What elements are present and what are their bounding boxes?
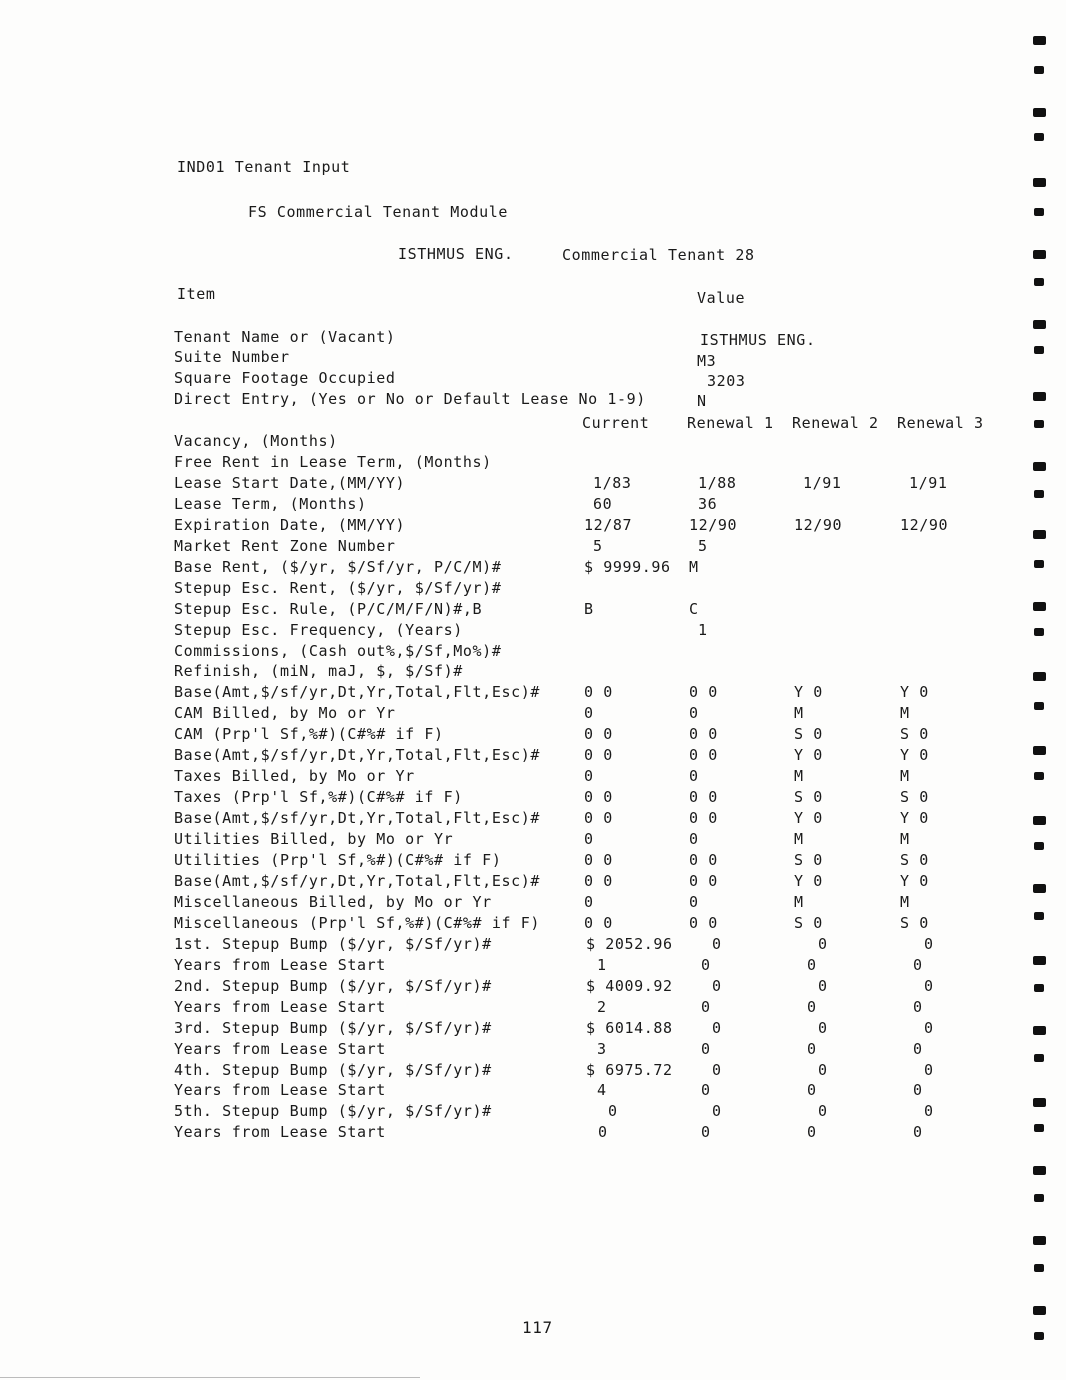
row-label: Base(Amt,$/sf/yr,Dt,Yr,Total,Flt,Esc)# [174, 683, 540, 701]
row-label: Utilities Billed, by Mo or Yr [174, 830, 454, 848]
row-label: Stepup Esc. Frequency, (Years) [174, 621, 463, 639]
cell-renewal-2[interactable]: Y 0 [794, 809, 823, 827]
cell-current[interactable]: $ 9999.96 [584, 558, 671, 576]
binder-hole [1033, 530, 1046, 539]
cell-renewal-2[interactable]: M [794, 830, 804, 848]
binder-hole [1033, 462, 1046, 471]
cell-current[interactable]: 0 [608, 1102, 618, 1120]
binder-holes [1026, 0, 1066, 1380]
cell-renewal-2[interactable]: S 0 [794, 788, 823, 806]
column-item-header: Item [177, 285, 216, 303]
row-label: Lease Start Date,(MM/YY) [174, 474, 406, 492]
cell-renewal-1[interactable]: 0 [689, 704, 699, 722]
column-value-header: Value [697, 289, 746, 307]
cell-renewal-1[interactable]: 0 [712, 1061, 722, 1079]
binder-hole [1034, 1264, 1044, 1272]
cell-renewal-1[interactable]: 0 0 [689, 725, 718, 743]
cell-renewal-1[interactable]: 0 0 [689, 746, 718, 764]
cell-renewal-1[interactable]: 1 [698, 621, 708, 639]
tenant-info-label: Suite Number [174, 348, 290, 366]
binder-hole [1034, 278, 1044, 286]
cell-renewal-3[interactable]: S 0 [900, 851, 929, 869]
cell-current[interactable]: 1/83 [593, 474, 632, 492]
cell-renewal-2[interactable]: 0 [818, 977, 828, 995]
cell-renewal-1[interactable]: 0 [701, 956, 711, 974]
cell-renewal-3[interactable]: S 0 [900, 914, 929, 932]
cell-renewal-1[interactable]: M [689, 558, 699, 576]
binder-hole [1034, 912, 1044, 920]
cell-renewal-2[interactable]: Y 0 [794, 746, 823, 764]
cell-renewal-3[interactable]: M [900, 893, 910, 911]
binder-hole [1033, 250, 1046, 259]
row-label: 1st. Stepup Bump ($/yr, $/Sf/yr)# [174, 935, 492, 953]
cell-renewal-2[interactable]: S 0 [794, 851, 823, 869]
cell-renewal-3[interactable]: M [900, 704, 910, 722]
binder-hole [1033, 108, 1046, 117]
tenant-info-value[interactable]: 3203 [707, 372, 746, 390]
binder-hole [1033, 1098, 1046, 1107]
row-label: Base(Amt,$/sf/yr,Dt,Yr,Total,Flt,Esc)# [174, 746, 540, 764]
cell-renewal-3[interactable]: 0 [913, 1040, 923, 1058]
cell-renewal-1[interactable]: 0 0 [689, 788, 718, 806]
cell-current[interactable]: 4 [597, 1081, 607, 1099]
cell-current[interactable]: 0 [584, 704, 594, 722]
cell-renewal-1[interactable]: 36 [698, 495, 718, 513]
cell-renewal-1[interactable]: 5 [698, 537, 708, 555]
cell-current[interactable]: 60 [593, 495, 613, 513]
cell-current[interactable]: 12/87 [584, 516, 633, 534]
row-label: Years from Lease Start [174, 1081, 386, 1099]
cell-renewal-2[interactable]: S 0 [794, 914, 823, 932]
cell-renewal-2[interactable]: 1/91 [803, 474, 842, 492]
row-label: Years from Lease Start [174, 998, 386, 1016]
cell-current[interactable]: 0 0 [584, 809, 613, 827]
term-header-current: Current [582, 414, 650, 432]
cell-current[interactable]: 0 0 [584, 788, 613, 806]
module-title: FS Commercial Tenant Module [248, 203, 509, 221]
cell-renewal-1[interactable]: 0 [689, 893, 699, 911]
term-header-renewal-2: Renewal 2 [792, 414, 879, 432]
cell-renewal-2[interactable]: 0 [818, 1102, 828, 1120]
cell-current[interactable]: 0 [598, 1123, 608, 1141]
row-label: Miscellaneous Billed, by Mo or Yr [174, 893, 492, 911]
cell-current[interactable]: $ 6975.72 [586, 1061, 673, 1079]
cell-renewal-3[interactable]: 0 [913, 956, 923, 974]
row-label: 2nd. Stepup Bump ($/yr, $/Sf/yr)# [174, 977, 492, 995]
cell-renewal-3[interactable]: 12/90 [900, 516, 949, 534]
row-label: Commissions, (Cash out%,$/Sf,Mo%)# [174, 642, 502, 660]
cell-current[interactable]: 0 0 [584, 683, 613, 701]
row-label: 5th. Stepup Bump ($/yr, $/Sf/yr)# [174, 1102, 492, 1120]
row-label: Years from Lease Start [174, 956, 386, 974]
cell-current[interactable]: $ 6014.88 [586, 1019, 673, 1037]
cell-renewal-2[interactable]: Y 0 [794, 872, 823, 890]
cell-current[interactable]: 0 0 [584, 851, 613, 869]
cell-renewal-1[interactable]: 0 [712, 977, 722, 995]
cell-current[interactable]: 0 0 [584, 914, 613, 932]
tenant-header-name: ISTHMUS ENG. [398, 245, 514, 263]
cell-renewal-3[interactable]: 0 [913, 998, 923, 1016]
row-label: Stepup Esc. Rule, (P/C/M/F/N)#,B [174, 600, 483, 618]
cell-renewal-3[interactable]: M [900, 767, 910, 785]
cell-current[interactable]: 0 [584, 767, 594, 785]
cell-renewal-2[interactable]: 0 [807, 1040, 817, 1058]
binder-hole [1034, 1332, 1044, 1340]
row-label: Miscellaneous (Prp'l Sf,%#)(C#%# if F) [174, 914, 540, 932]
binder-hole [1034, 628, 1044, 636]
cell-current[interactable]: 0 0 [584, 872, 613, 890]
cell-renewal-3[interactable]: M [900, 830, 910, 848]
cell-renewal-2[interactable]: Y 0 [794, 683, 823, 701]
cell-renewal-1[interactable]: 0 [701, 998, 711, 1016]
binder-hole [1033, 672, 1046, 681]
cell-renewal-1[interactable]: 1/88 [698, 474, 737, 492]
binder-hole [1034, 133, 1044, 141]
binder-hole [1033, 602, 1046, 611]
row-label: Market Rent Zone Number [174, 537, 396, 555]
row-label: Taxes Billed, by Mo or Yr [174, 767, 415, 785]
cell-renewal-3[interactable]: Y 0 [900, 872, 929, 890]
page-number: 117 [522, 1318, 553, 1337]
cell-renewal-1[interactable]: 0 [701, 1123, 711, 1141]
row-label: Vacancy, (Months) [174, 432, 338, 450]
binder-hole [1034, 702, 1044, 710]
binder-hole [1034, 66, 1044, 74]
binder-hole [1033, 1306, 1046, 1315]
binder-hole [1034, 560, 1044, 568]
cell-renewal-1[interactable]: 0 [689, 767, 699, 785]
cell-renewal-2[interactable]: 0 [807, 956, 817, 974]
row-label: 3rd. Stepup Bump ($/yr, $/Sf/yr)# [174, 1019, 492, 1037]
row-label: Stepup Esc. Rent, ($/yr, $/Sf/yr)# [174, 579, 502, 597]
cell-renewal-3[interactable]: 0 [924, 977, 934, 995]
cell-renewal-3[interactable]: 0 [913, 1123, 923, 1141]
cell-renewal-2[interactable]: 0 [818, 1061, 828, 1079]
cell-renewal-3[interactable]: S 0 [900, 725, 929, 743]
cell-renewal-1[interactable]: 0 0 [689, 683, 718, 701]
cell-renewal-1[interactable]: 0 [712, 1102, 722, 1120]
cell-current[interactable]: $ 2052.96 [586, 935, 673, 953]
cell-current[interactable]: B [584, 600, 594, 618]
cell-current[interactable]: 5 [593, 537, 603, 555]
row-label: CAM (Prp'l Sf,%#)(C#%# if F) [174, 725, 444, 743]
row-label: Free Rent in Lease Term, (Months) [174, 453, 492, 471]
binder-hole [1034, 208, 1044, 216]
cell-renewal-3[interactable]: 0 [924, 935, 934, 953]
cell-renewal-1[interactable]: 0 0 [689, 872, 718, 890]
binder-hole [1034, 772, 1044, 780]
cell-renewal-2[interactable]: M [794, 893, 804, 911]
binder-hole [1033, 1166, 1046, 1175]
cell-renewal-2[interactable]: 0 [807, 1123, 817, 1141]
cell-current[interactable]: 2 [597, 998, 607, 1016]
tenant-info-value[interactable]: ISTHMUS ENG. [700, 331, 816, 349]
binder-hole [1034, 1124, 1044, 1132]
cell-renewal-3[interactable]: Y 0 [900, 746, 929, 764]
cell-current[interactable]: 0 0 [584, 746, 613, 764]
cell-renewal-2[interactable]: 12/90 [794, 516, 843, 534]
binder-hole [1033, 392, 1046, 401]
row-label: Utilities (Prp'l Sf,%#)(C#%# if F) [174, 851, 502, 869]
cell-renewal-2[interactable]: 0 [818, 935, 828, 953]
tenant-info-label: Direct Entry, (Yes or No or Default Lease No 1-9) [174, 390, 646, 408]
cell-current[interactable]: 1 [597, 956, 607, 974]
tenant-info-value[interactable]: N [697, 392, 707, 410]
row-label: Taxes (Prp'l Sf,%#)(C#%# if F) [174, 788, 463, 806]
tenant-info-label: Tenant Name or (Vacant) [174, 328, 396, 346]
cell-renewal-1[interactable]: 0 [689, 830, 699, 848]
cell-renewal-2[interactable]: S 0 [794, 725, 823, 743]
binder-hole [1033, 884, 1046, 893]
cell-renewal-3[interactable]: 0 [924, 1061, 934, 1079]
binder-hole [1033, 36, 1046, 45]
cell-renewal-1[interactable]: 0 0 [689, 914, 718, 932]
cell-current[interactable]: 0 0 [584, 725, 613, 743]
tenant-info-label: Square Footage Occupied [174, 369, 396, 387]
cell-current[interactable]: 0 [584, 830, 594, 848]
screen-id: IND01 Tenant Input [177, 158, 351, 176]
cell-renewal-3[interactable]: 0 [924, 1019, 934, 1037]
cell-renewal-1[interactable]: 0 0 [689, 809, 718, 827]
row-label: Lease Term, (Months) [174, 495, 367, 513]
cell-renewal-1[interactable]: 0 [701, 1040, 711, 1058]
cell-renewal-1[interactable]: 0 [712, 935, 722, 953]
term-header-renewal-3: Renewal 3 [897, 414, 984, 432]
binder-hole [1033, 320, 1046, 329]
cell-renewal-3[interactable]: 1/91 [909, 474, 948, 492]
binder-hole [1033, 746, 1046, 755]
row-label: Base(Amt,$/sf/yr,Dt,Yr,Total,Flt,Esc)# [174, 872, 540, 890]
bottom-rule [0, 1377, 420, 1378]
cell-current[interactable]: 0 [584, 893, 594, 911]
cell-renewal-1[interactable]: 12/90 [689, 516, 738, 534]
binder-hole [1034, 420, 1044, 428]
binder-hole [1034, 346, 1044, 354]
tenant-info-value[interactable]: M3 [697, 352, 717, 370]
binder-hole [1034, 1054, 1044, 1062]
cell-renewal-1[interactable]: 0 [701, 1081, 711, 1099]
cell-renewal-2[interactable]: M [794, 704, 804, 722]
cell-renewal-2[interactable]: 0 [818, 1019, 828, 1037]
binder-hole [1033, 816, 1046, 825]
binder-hole [1033, 1236, 1046, 1245]
cell-renewal-2[interactable]: M [794, 767, 804, 785]
binder-hole [1033, 178, 1046, 187]
cell-current[interactable]: $ 4009.92 [586, 977, 673, 995]
binder-hole [1034, 1194, 1044, 1202]
row-label: Base Rent, ($/yr, $/Sf/yr, P/C/M)# [174, 558, 502, 576]
row-label: 4th. Stepup Bump ($/yr, $/Sf/yr)# [174, 1061, 492, 1079]
row-label: Refinish, (miN, maJ, $, $/Sf)# [174, 662, 463, 680]
binder-hole [1033, 1026, 1046, 1035]
binder-hole [1033, 956, 1046, 965]
row-label: Years from Lease Start [174, 1040, 386, 1058]
cell-renewal-3[interactable]: S 0 [900, 788, 929, 806]
binder-hole [1034, 490, 1044, 498]
cell-renewal-2[interactable]: 0 [807, 998, 817, 1016]
cell-renewal-1[interactable]: 0 [712, 1019, 722, 1037]
cell-renewal-1[interactable]: 0 0 [689, 851, 718, 869]
tenant-header-desc: Commercial Tenant 28 [562, 246, 755, 264]
binder-hole [1034, 842, 1044, 850]
cell-current[interactable]: 3 [597, 1040, 607, 1058]
binder-hole [1034, 984, 1044, 992]
term-header-renewal-1: Renewal 1 [687, 414, 774, 432]
row-label: Years from Lease Start [174, 1123, 386, 1141]
row-label: Base(Amt,$/sf/yr,Dt,Yr,Total,Flt,Esc)# [174, 809, 540, 827]
cell-renewal-1[interactable]: C [689, 600, 699, 618]
cell-renewal-2[interactable]: 0 [807, 1081, 817, 1099]
cell-renewal-3[interactable]: 0 [913, 1081, 923, 1099]
row-label: CAM Billed, by Mo or Yr [174, 704, 396, 722]
cell-renewal-3[interactable]: 0 [924, 1102, 934, 1120]
cell-renewal-3[interactable]: Y 0 [900, 683, 929, 701]
cell-renewal-3[interactable]: Y 0 [900, 809, 929, 827]
row-label: Expiration Date, (MM/YY) [174, 516, 406, 534]
